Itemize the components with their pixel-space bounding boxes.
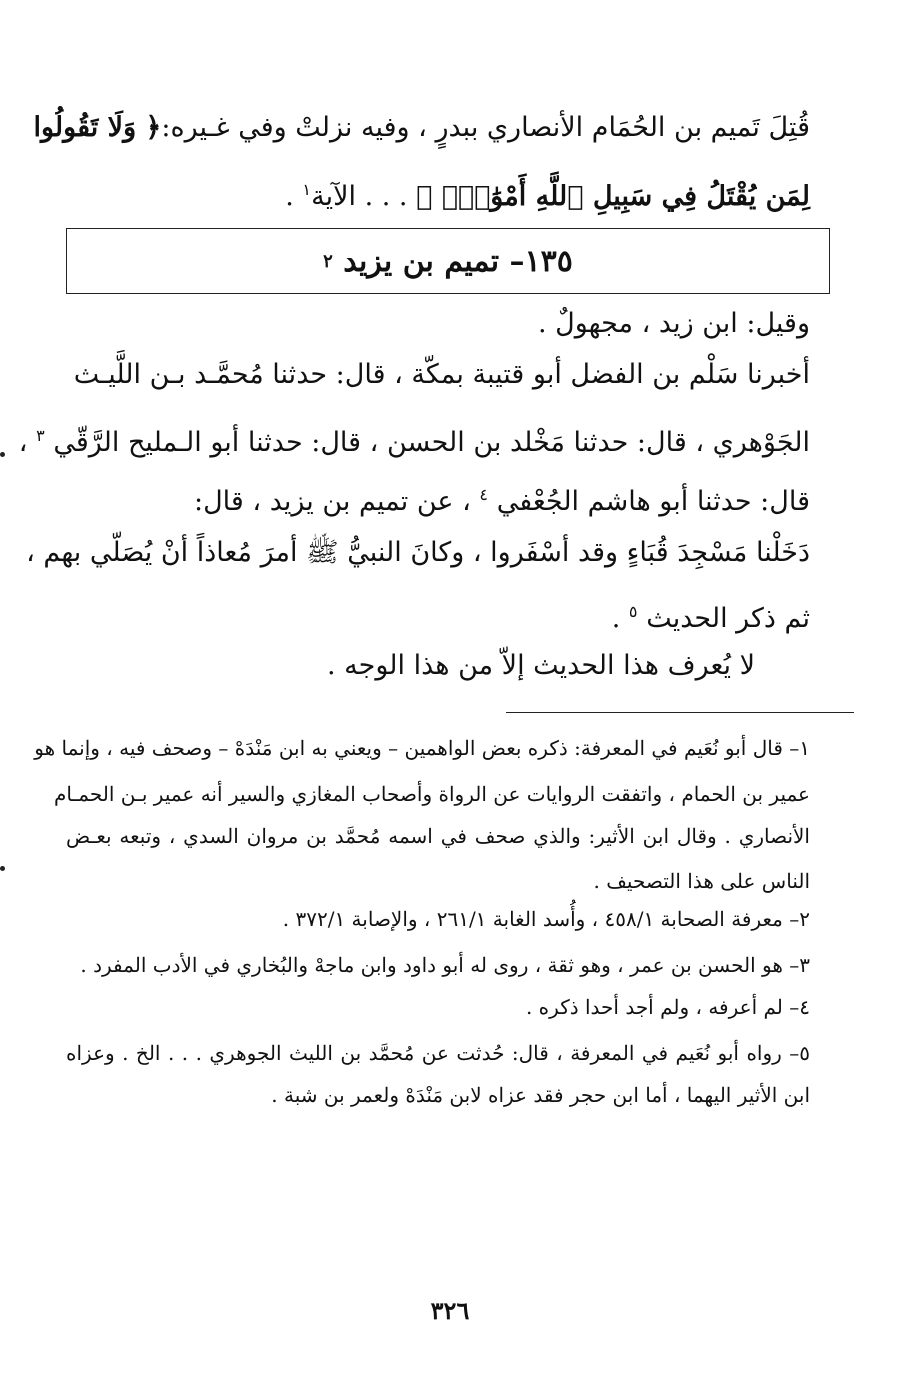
footnote-text: عمير بن الحمام ، واتفقت الروايات عن الرواة وأصحاب المغازي والسير أنه عمير بـن الحمـام [53, 782, 810, 806]
footnote-4 [66, 992, 810, 1022]
footnote-text: ابن الأثير اليهما ، أما ابن حجر فقد عزاه لابن مَنْدَهْ ولعمر بن شبة . [271, 1083, 810, 1107]
punctuation: ، [18, 427, 37, 458]
footnote-marker-3: ٣ [36, 426, 45, 445]
footnote-1-line-3 [66, 821, 810, 851]
footnote-marker-2: ٢ [323, 250, 333, 272]
text-line: دَخَلْنا مَسْجِدَ قُبَاءٍ وقد أسْفَروا ، وكانَ النبيُّ ﷺ أمرَ مُعاذاً أنْ يُصَلّي بهم ، [26, 537, 810, 568]
body-line-5 [18, 416, 810, 463]
footnote-2 [66, 904, 810, 934]
scan-speck [0, 452, 5, 457]
footnote-3 [66, 950, 810, 980]
footnote-1-line-2 [53, 779, 810, 809]
scan-speck [0, 866, 5, 871]
body-line-3 [78, 304, 810, 344]
entry-heading-box [66, 228, 830, 294]
body-line-7 [26, 533, 810, 573]
body-line-9 [78, 646, 755, 686]
intro-text: قُتِلَ تَميم بن الحُمَام الأنصاري ببدرٍ ، وفيه نزلتْ وفي غـيره: [161, 112, 810, 143]
footnote-separator [506, 712, 854, 713]
text-line: ثم ذكر الحديث [646, 603, 810, 634]
footnote-text: الأنصاري . وقال ابن الأثير: والذي صحف في اسمه مُحمَّد بن مروان السدي ، وتبعه بعـض [66, 824, 810, 848]
body-line-6 [78, 475, 810, 522]
text-line: أخبرنا سَلْم بن الفضل أبو قتيبة بمكّة ، قال: حدثنا مُحمَّـد بـن اللَّيـث [73, 359, 810, 390]
text-line: وقيل: ابن زيد ، مجهولٌ . [537, 308, 810, 339]
footnote-text: ٢– معرفة الصحابة ٤٥٨/١ ، وأُسد الغابة ٢٦١/١ ، والإصابة ٣٧٢/١ . [282, 907, 810, 931]
page-number: ٣٢٦ [430, 1296, 470, 1325]
footnote-1-line-1 [34, 733, 810, 763]
text-line: الجَوْهري ، قال: حدثنا مَخْلد بن الحسن ، قال: حدثنا أبو الـمليح الرَّقّي [53, 427, 810, 458]
footnote-text: الناس على هذا التصحيف . [593, 869, 810, 893]
quran-quote-start: ﴿ وَلَا تَقُولُوا [33, 112, 162, 143]
footnote-5-line-1 [66, 1038, 810, 1068]
entry-heading: ١٣٥– تميم بن يزيد [343, 243, 573, 279]
footnote-text: ٥– رواه أبو نُعَيم في المعرفة ، قال: حُدثت عن مُحمَّد بن الليث الجوهري . . . الخ . وعزاه [66, 1041, 810, 1065]
text-line: ، عن تميم بن يزيد ، قال: [193, 486, 480, 517]
footnote-text: ٤– لم أعرفه ، ولم أجد أحدا ذكره . [525, 995, 810, 1019]
text-line: قال: حدثنا أبو هاشم الجُعْفي [496, 486, 810, 517]
footnote-5-line-2 [66, 1080, 810, 1110]
footnote-marker-1: ١ [302, 180, 312, 199]
footnote-marker-5: ٥ [628, 602, 638, 621]
punctuation: . [611, 603, 629, 634]
text-line: لا يُعرف هذا الحديث إلاّ من هذا الوجه . [326, 650, 755, 681]
footnote-marker-4: ٤ [479, 485, 489, 504]
quran-quote-end: لِمَن يُقْتَلُ فِي سَبِيلِ ٱللَّهِ أَمْوَٰتٌۢ ﴾ [416, 181, 810, 212]
footnote-text: ٣– هو الحسن بن عمر ، وهو ثقة ، روى له أبو داود وابن ماجهْ والبُخاري في الأدب المفرد . [80, 953, 810, 977]
verse-ref: . . . الآية [311, 181, 417, 212]
body-line-1 [33, 108, 810, 148]
body-line-4 [73, 355, 810, 395]
footnote-1-line-4 [66, 866, 810, 896]
body-line-8 [78, 592, 810, 639]
footnote-text: ١– قال أبو نُعَيم في المعرفة: ذكره بعض الواهمين – ويعني به ابن مَنْدَهْ – وصحف فيه ، وإنما هو [34, 736, 810, 760]
punctuation: . [285, 181, 303, 212]
body-line-2 [78, 170, 810, 217]
